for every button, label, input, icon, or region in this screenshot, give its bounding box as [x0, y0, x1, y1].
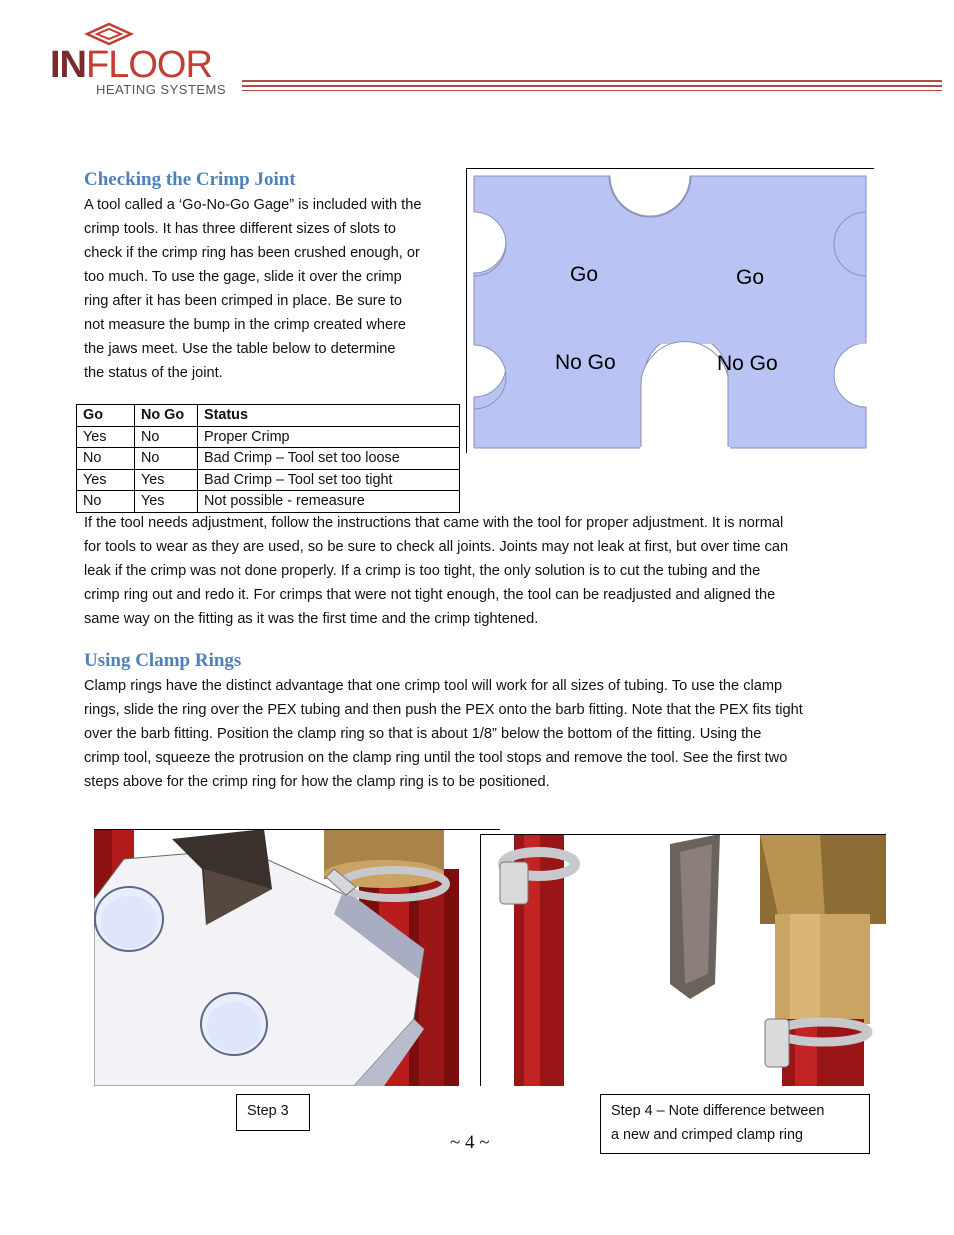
table-cell: Yes — [135, 469, 198, 491]
table-cell: No — [77, 448, 135, 470]
intro-line: A tool called a ‘Go-No-Go Gage” is included with the — [84, 197, 422, 213]
step4-drawing — [480, 834, 886, 1086]
caption-step4 — [600, 1094, 870, 1154]
adjustment-line: leak if the crimp was not done properly. If a crimp is too tight, the only solution is to cut the tubing and the — [84, 563, 761, 579]
caption-step4-line: Step 4 – Note difference between — [611, 1103, 825, 1119]
table-row — [77, 469, 460, 491]
heading-using-clamp-rings: Using Clamp Rings — [84, 650, 242, 671]
adjustment-line: crimp ring out and redo it. For crimps that were not tight enough, the tool can be readjusted and aligned the — [84, 587, 776, 603]
clamp-line: Clamp rings have the distinct advantage that one crimp tool will work for all sizes of tubing. To use the clamp — [84, 678, 783, 694]
table-cell: Proper Crimp — [198, 426, 460, 448]
intro-line: too much. To use the gage, slide it over the crimp — [84, 269, 402, 285]
adjustment-paragraph — [84, 511, 884, 631]
table-cell: Bad Crimp – Tool set too tight — [198, 469, 460, 491]
header-rule-thinner — [242, 90, 942, 91]
step4-illustration — [480, 834, 886, 1086]
adjustment-line: same way on the fitting as it was the first time and the crimp tightened. — [84, 611, 539, 627]
intro-line: ring after it has been crimped in place. Be sure to — [84, 293, 402, 309]
table-cell: No — [135, 426, 198, 448]
caption-step3: Step 3 — [236, 1094, 310, 1131]
gage-label-go-left: Go — [570, 263, 599, 286]
gage-labels — [466, 168, 874, 453]
adjustment-line: for tools to wear as they are used, so be sure to check all joints. Joints may not leak at first, but over time can — [84, 539, 789, 555]
page-number: ~ 4 ~ — [450, 1132, 490, 1153]
table-row — [77, 426, 460, 448]
clamp-line: steps above for the crimp ring for how the clamp ring is to be positioned. — [84, 774, 550, 790]
table-cell: Yes — [77, 469, 135, 491]
table-header-go: Go — [77, 405, 135, 427]
clamp-line: crimp tool, squeeze the protrusion on the clamp ring until the tool stops and remove the tool. See the first two — [84, 750, 788, 766]
intro-line: check if the crimp ring has been crushed enough, or — [84, 245, 420, 261]
table-cell: No — [135, 448, 198, 470]
intro-line: the jaws meet. Use the table below to determine — [84, 341, 396, 357]
clamp-line: rings, slide the ring over the PEX tubing and then push the PEX onto the barb fitting. Note that the PEX fits tight — [84, 702, 803, 718]
table-cell: Not possible - remeasure — [198, 491, 460, 513]
logo-wordmark: INFLOOR — [50, 44, 212, 86]
header-rule — [242, 80, 942, 82]
caption-step4-line: a new and crimped clamp ring — [611, 1127, 803, 1143]
logo-mark-icon — [84, 22, 134, 46]
clamp-rings-paragraph — [84, 674, 884, 794]
gage-label-nogo-left: No Go — [555, 351, 616, 374]
intro-line: crimp tools. It has three different sizes of slots to — [84, 221, 397, 237]
step3-drawing — [94, 829, 500, 1086]
table-header-status: Status — [198, 405, 460, 427]
crimp-status-table — [76, 404, 460, 513]
table-cell: Yes — [135, 491, 198, 513]
logo-subtitle: HEATING SYSTEMS — [96, 82, 227, 97]
go-no-go-gage-figure — [466, 168, 874, 453]
table-cell: No — [77, 491, 135, 513]
intro-line: the status of the joint. — [84, 365, 223, 381]
gage-label-nogo-right: No Go — [717, 352, 778, 375]
table-cell: Yes — [77, 426, 135, 448]
heading-checking-crimp-joint: Checking the Crimp Joint — [84, 169, 296, 190]
table-row — [77, 448, 460, 470]
intro-paragraph — [84, 193, 464, 385]
company-logo — [50, 22, 240, 102]
clamp-line: over the barb fitting. Position the clamp ring so that is about 1/8” below the bottom of the fitting. Using the — [84, 726, 762, 742]
table-header-row — [77, 405, 460, 427]
header-rule-thin — [242, 85, 942, 87]
gage-label-go-right: Go — [736, 266, 765, 289]
adjustment-line: If the tool needs adjustment, follow the instructions that came with the tool for proper adjustment. It is normal — [84, 515, 784, 531]
step3-illustration — [94, 829, 500, 1086]
intro-line: not measure the bump in the crimp created where — [84, 317, 407, 333]
table-cell: Bad Crimp – Tool set too loose — [198, 448, 460, 470]
table-header-nogo: No Go — [135, 405, 198, 427]
table-row — [77, 491, 460, 513]
